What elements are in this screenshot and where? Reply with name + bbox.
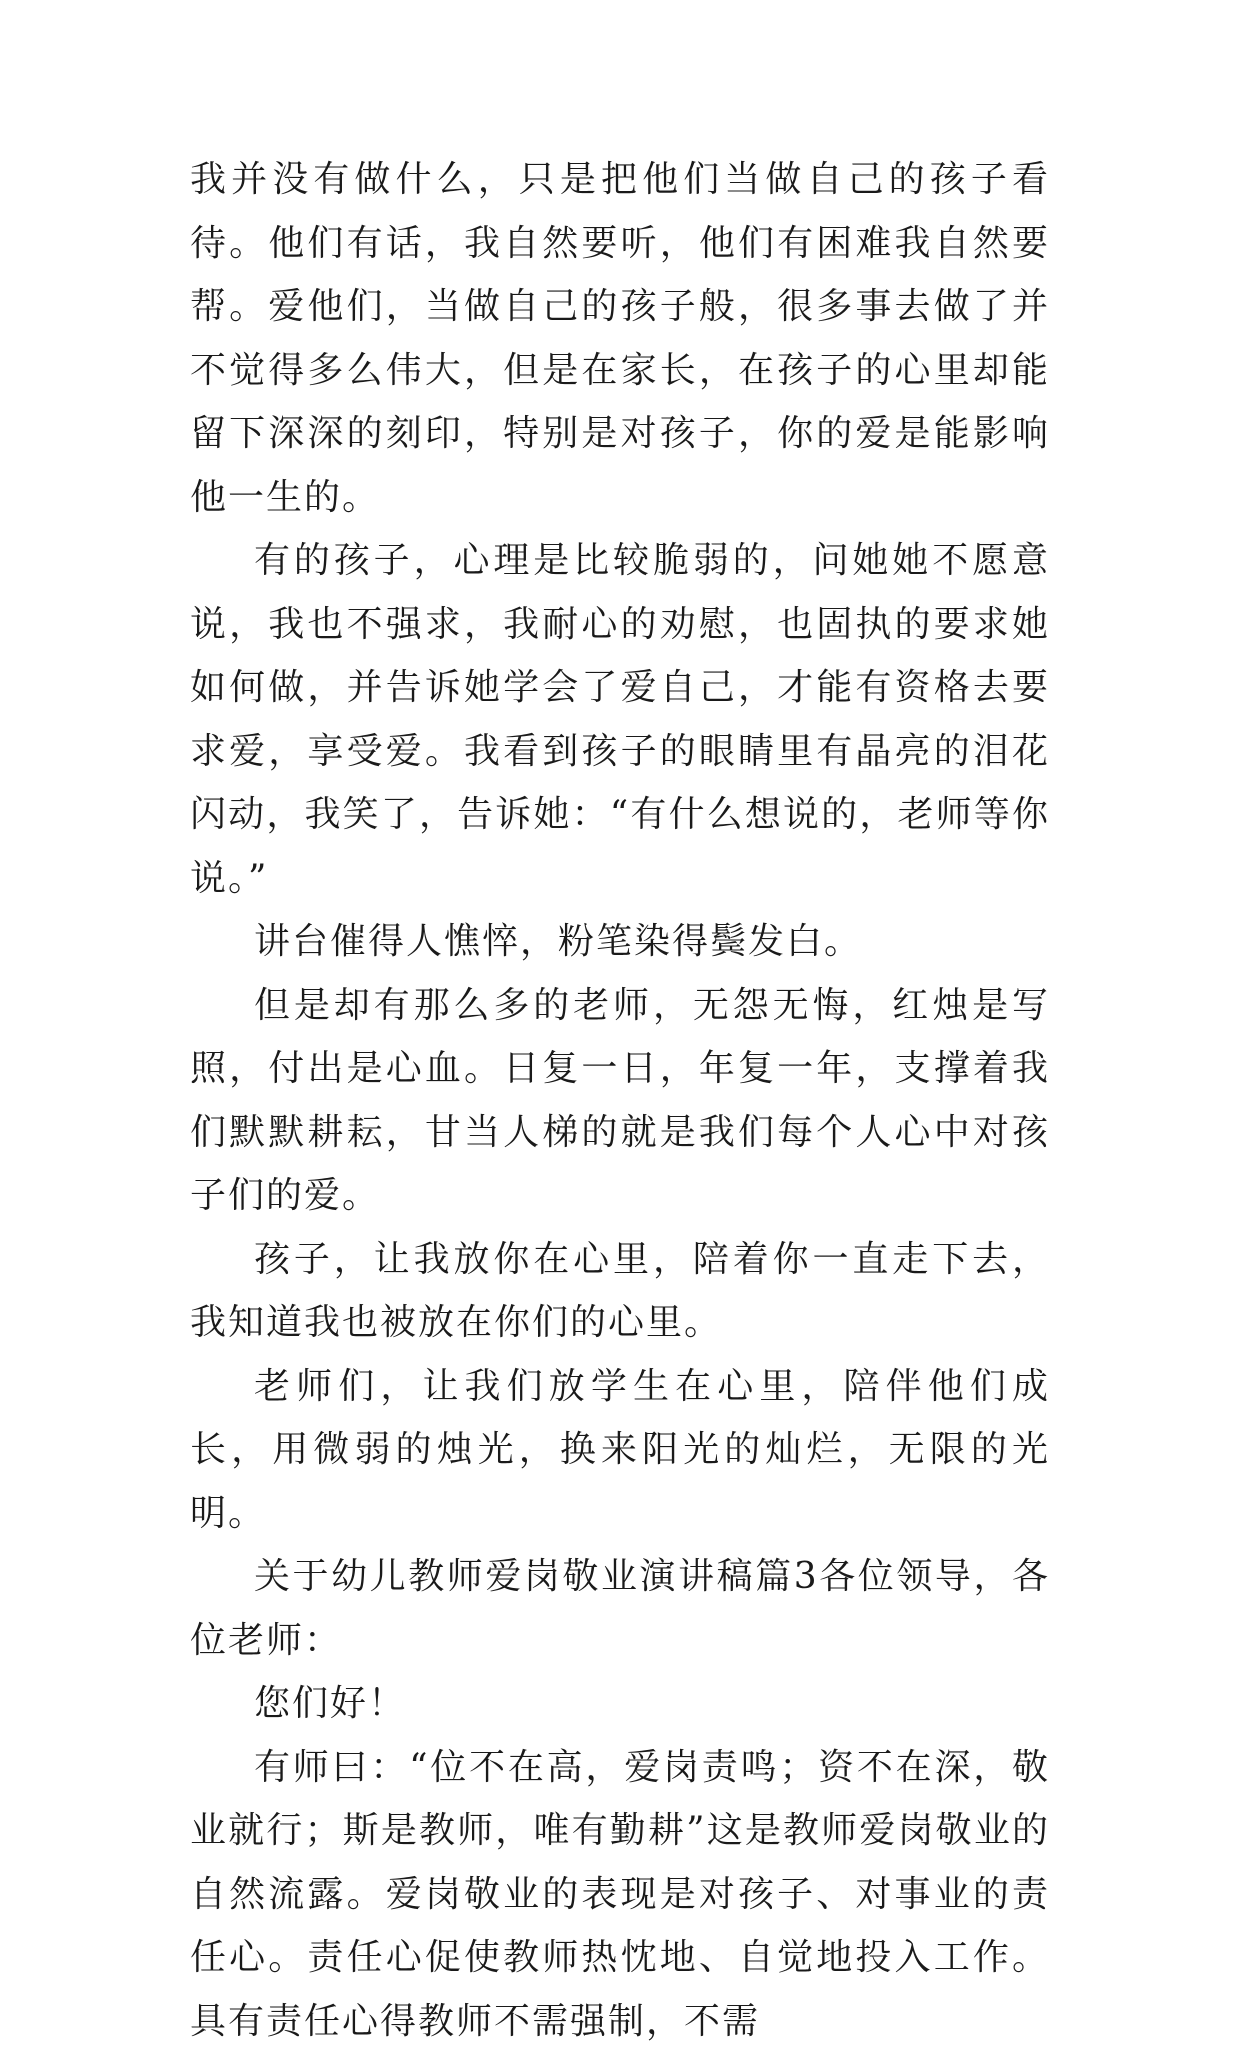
paragraph-9: 有师曰：“位不在高，爱岗责鸣；资不在深，敬业就行；斯是教师，唯有勤耕”这是教师爱岗敬业的自然流露。爱岗敬业的表现是对孩子、对事业的责任心。责任心促使教师热忱地、自觉地投入工作。具有责任心得教师不需强制，不需	[190, 1736, 1050, 2053]
document-body	[190, 148, 1050, 2053]
section-heading: 关于幼儿教师爱岗敬业演讲稿篇3各位领导，各位老师：	[190, 1545, 1050, 1672]
paragraph-6: 老师们，让我们放学生在心里，陪伴他们成长，用微弱的烛光，换来阳光的灿烂，无限的光明。	[190, 1355, 1050, 1546]
paragraph-1: 我并没有做什么，只是把他们当做自己的孩子看待。他们有话，我自然要听，他们有困难我自然要帮。爱他们，当做自己的孩子般，很多事去做了并不觉得多么伟大，但是在家长，在孩子的心里却能留下深深的刻印，特别是对孩子，你的爱是能影响他一生的。	[190, 148, 1050, 529]
paragraph-2: 有的孩子，心理是比较脆弱的，问她她不愿意说，我也不强求，我耐心的劝慰，也固执的要求她如何做，并告诉她学会了爱自己，才能有资格去要求爱，享受爱。我看到孩子的眼睛里有晶亮的泪花闪动，我笑了，告诉她：“有什么想说的，老师等你说。”	[190, 529, 1050, 910]
greeting: 您们好！	[190, 1672, 1050, 1736]
paragraph-3: 讲台催得人憔悴，粉笔染得鬓发白。	[190, 910, 1050, 974]
paragraph-4: 但是却有那么多的老师，无怨无悔，红烛是写照，付出是心血。日复一日，年复一年，支撑着我们默默耕耘，甘当人梯的就是我们每个人心中对孩子们的爱。	[190, 974, 1050, 1228]
paragraph-5: 孩子，让我放你在心里，陪着你一直走下去，我知道我也被放在你们的心里。	[190, 1228, 1050, 1355]
